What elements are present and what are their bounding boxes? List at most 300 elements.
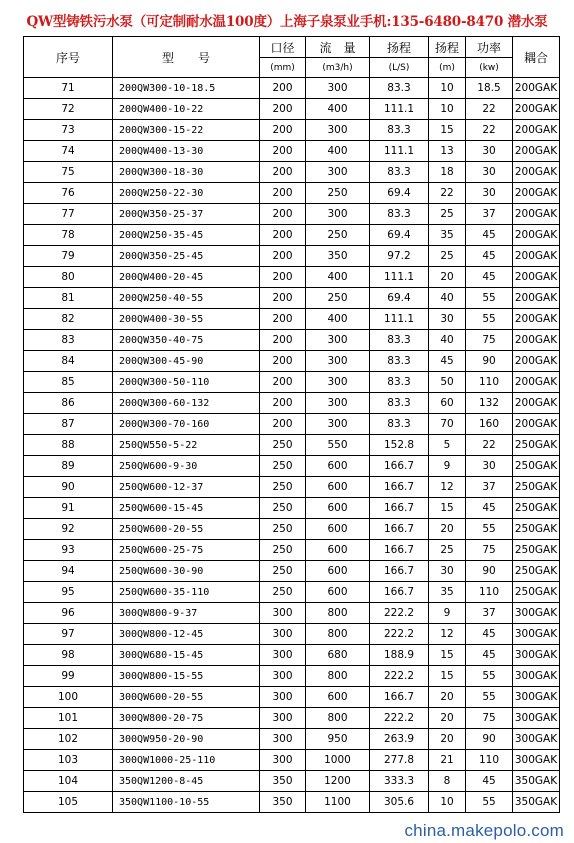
cell-lift-ls: 222.2 (370, 624, 429, 645)
cell-seq: 76 (24, 183, 113, 204)
header-flow: 流 量 (306, 37, 370, 58)
cell-power: 45 (466, 645, 513, 666)
table-row (24, 708, 560, 729)
table-row (24, 582, 560, 603)
cell-power: 45 (466, 246, 513, 267)
cell-coupling: 200GAK (513, 393, 560, 414)
table-row (24, 204, 560, 225)
table-row (24, 771, 560, 792)
cell-model: 200QW350-25-37 (113, 204, 260, 225)
header-row (24, 37, 560, 58)
cell-power: 45 (466, 225, 513, 246)
cell-coupling: 200GAK (513, 204, 560, 225)
cell-coupling: 300GAK (513, 624, 560, 645)
cell-coupling: 250GAK (513, 477, 560, 498)
cell-power: 30 (466, 162, 513, 183)
cell-flow: 400 (306, 267, 370, 288)
cell-model: 300QW800-15-55 (113, 666, 260, 687)
cell-lift-ls: 83.3 (370, 204, 429, 225)
cell-seq: 94 (24, 561, 113, 582)
cell-model: 200QW300-18-30 (113, 162, 260, 183)
cell-flow: 600 (306, 561, 370, 582)
cell-diameter: 200 (260, 183, 306, 204)
cell-power: 55 (466, 792, 513, 813)
cell-seq: 103 (24, 750, 113, 771)
cell-coupling: 300GAK (513, 708, 560, 729)
cell-model: 300QW800-20-75 (113, 708, 260, 729)
cell-power: 55 (466, 288, 513, 309)
cell-diameter: 300 (260, 750, 306, 771)
cell-model: 200QW250-40-55 (113, 288, 260, 309)
cell-diameter: 300 (260, 603, 306, 624)
cell-flow: 300 (306, 393, 370, 414)
cell-power: 30 (466, 456, 513, 477)
cell-diameter: 300 (260, 729, 306, 750)
cell-flow: 600 (306, 456, 370, 477)
cell-model: 200QW400-13-30 (113, 141, 260, 162)
cell-flow: 1100 (306, 792, 370, 813)
cell-diameter: 200 (260, 162, 306, 183)
cell-diameter: 300 (260, 687, 306, 708)
cell-flow: 300 (306, 330, 370, 351)
cell-model: 250QW550-5-22 (113, 435, 260, 456)
cell-diameter: 250 (260, 540, 306, 561)
table-row (24, 141, 560, 162)
cell-seq: 87 (24, 414, 113, 435)
cell-model: 250QW600-30-90 (113, 561, 260, 582)
cell-power: 18.5 (466, 78, 513, 99)
cell-head: 45 (429, 351, 466, 372)
cell-seq: 73 (24, 120, 113, 141)
cell-lift-ls: 277.8 (370, 750, 429, 771)
cell-model: 350QW1100-10-55 (113, 792, 260, 813)
cell-head: 9 (429, 456, 466, 477)
cell-flow: 800 (306, 708, 370, 729)
cell-coupling: 200GAK (513, 183, 560, 204)
table-row (24, 99, 560, 120)
cell-model: 250QW600-25-75 (113, 540, 260, 561)
cell-head: 25 (429, 246, 466, 267)
cell-seq: 91 (24, 498, 113, 519)
cell-seq: 71 (24, 78, 113, 99)
cell-power: 55 (466, 519, 513, 540)
cell-seq: 98 (24, 645, 113, 666)
table-row (24, 393, 560, 414)
table-row (24, 540, 560, 561)
cell-head: 15 (429, 645, 466, 666)
cell-head: 10 (429, 792, 466, 813)
cell-lift-ls: 69.4 (370, 288, 429, 309)
cell-flow: 250 (306, 183, 370, 204)
table-row (24, 645, 560, 666)
cell-head: 25 (429, 540, 466, 561)
watermark: china.makepolo.com (404, 821, 564, 840)
cell-head: 15 (429, 666, 466, 687)
cell-model: 200QW300-10-18.5 (113, 78, 260, 99)
cell-seq: 78 (24, 225, 113, 246)
cell-head: 5 (429, 435, 466, 456)
cell-head: 40 (429, 330, 466, 351)
unit-flow: (m3/h) (306, 58, 370, 78)
cell-flow: 600 (306, 477, 370, 498)
cell-head: 18 (429, 162, 466, 183)
cell-power: 30 (466, 183, 513, 204)
cell-flow: 300 (306, 414, 370, 435)
cell-lift-ls: 83.3 (370, 393, 429, 414)
cell-diameter: 350 (260, 771, 306, 792)
cell-model: 300QW1000-25-110 (113, 750, 260, 771)
cell-power: 22 (466, 120, 513, 141)
cell-diameter: 200 (260, 372, 306, 393)
cell-coupling: 200GAK (513, 309, 560, 330)
cell-flow: 400 (306, 141, 370, 162)
cell-model: 200QW350-40-75 (113, 330, 260, 351)
cell-flow: 400 (306, 99, 370, 120)
cell-head: 40 (429, 288, 466, 309)
cell-seq: 99 (24, 666, 113, 687)
cell-coupling: 350GAK (513, 771, 560, 792)
cell-lift-ls: 111.1 (370, 267, 429, 288)
cell-model: 300QW600-20-55 (113, 687, 260, 708)
table-row (24, 267, 560, 288)
cell-power: 75 (466, 708, 513, 729)
cell-coupling: 200GAK (513, 246, 560, 267)
cell-power: 90 (466, 561, 513, 582)
cell-seq: 80 (24, 267, 113, 288)
cell-lift-ls: 69.4 (370, 183, 429, 204)
cell-coupling: 200GAK (513, 78, 560, 99)
table-row (24, 162, 560, 183)
cell-lift-ls: 222.2 (370, 603, 429, 624)
cell-head: 50 (429, 372, 466, 393)
cell-model: 250QW600-35-110 (113, 582, 260, 603)
cell-power: 110 (466, 750, 513, 771)
cell-seq: 79 (24, 246, 113, 267)
cell-seq: 96 (24, 603, 113, 624)
cell-head: 30 (429, 309, 466, 330)
cell-coupling: 300GAK (513, 729, 560, 750)
header-head: 扬程 (429, 37, 466, 58)
cell-model: 250QW600-15-45 (113, 498, 260, 519)
cell-flow: 300 (306, 351, 370, 372)
cell-seq: 81 (24, 288, 113, 309)
cell-power: 90 (466, 729, 513, 750)
cell-head: 35 (429, 582, 466, 603)
table-row (24, 225, 560, 246)
cell-power: 22 (466, 99, 513, 120)
cell-model: 200QW400-30-55 (113, 309, 260, 330)
cell-power: 45 (466, 267, 513, 288)
cell-diameter: 350 (260, 792, 306, 813)
cell-coupling: 200GAK (513, 372, 560, 393)
table-row (24, 456, 560, 477)
cell-lift-ls: 166.7 (370, 540, 429, 561)
cell-power: 22 (466, 435, 513, 456)
cell-head: 30 (429, 561, 466, 582)
cell-flow: 250 (306, 288, 370, 309)
cell-seq: 102 (24, 729, 113, 750)
cell-diameter: 200 (260, 78, 306, 99)
cell-flow: 300 (306, 78, 370, 99)
cell-head: 60 (429, 393, 466, 414)
cell-seq: 104 (24, 771, 113, 792)
cell-power: 55 (466, 309, 513, 330)
page-title: QW型铸铁污水泵（可定制耐水温100度）上海子泉泵业手机:135-6480-8470 潜水泵 (26, 14, 548, 30)
cell-power: 55 (466, 687, 513, 708)
cell-coupling: 200GAK (513, 330, 560, 351)
cell-lift-ls: 83.3 (370, 120, 429, 141)
cell-head: 9 (429, 603, 466, 624)
cell-lift-ls: 166.7 (370, 582, 429, 603)
cell-flow: 800 (306, 603, 370, 624)
header-model: 型 号 (113, 37, 260, 78)
header-lift-ls: 扬程 (370, 37, 429, 58)
table-body (24, 78, 560, 813)
cell-model: 200QW300-45-90 (113, 351, 260, 372)
cell-lift-ls: 166.7 (370, 498, 429, 519)
cell-diameter: 250 (260, 435, 306, 456)
cell-diameter: 200 (260, 246, 306, 267)
cell-model: 300QW800-12-45 (113, 624, 260, 645)
cell-lift-ls: 263.9 (370, 729, 429, 750)
cell-head: 20 (429, 687, 466, 708)
cell-lift-ls: 83.3 (370, 78, 429, 99)
cell-head: 20 (429, 729, 466, 750)
cell-diameter: 250 (260, 519, 306, 540)
cell-seq: 95 (24, 582, 113, 603)
cell-power: 110 (466, 582, 513, 603)
cell-coupling: 200GAK (513, 414, 560, 435)
cell-head: 12 (429, 624, 466, 645)
cell-model: 200QW250-22-30 (113, 183, 260, 204)
cell-diameter: 200 (260, 204, 306, 225)
cell-seq: 72 (24, 99, 113, 120)
cell-lift-ls: 222.2 (370, 708, 429, 729)
cell-diameter: 300 (260, 645, 306, 666)
cell-model: 250QW600-20-55 (113, 519, 260, 540)
cell-lift-ls: 152.8 (370, 435, 429, 456)
table-row (24, 624, 560, 645)
cell-seq: 105 (24, 792, 113, 813)
cell-diameter: 300 (260, 708, 306, 729)
cell-coupling: 200GAK (513, 225, 560, 246)
cell-flow: 300 (306, 372, 370, 393)
cell-flow: 1000 (306, 750, 370, 771)
cell-power: 55 (466, 666, 513, 687)
cell-diameter: 200 (260, 120, 306, 141)
cell-power: 45 (466, 498, 513, 519)
cell-head: 8 (429, 771, 466, 792)
cell-coupling: 200GAK (513, 351, 560, 372)
cell-seq: 97 (24, 624, 113, 645)
cell-seq: 83 (24, 330, 113, 351)
cell-diameter: 300 (260, 666, 306, 687)
unit-power: (kw) (466, 58, 513, 78)
cell-coupling: 200GAK (513, 141, 560, 162)
cell-flow: 600 (306, 687, 370, 708)
cell-coupling: 300GAK (513, 666, 560, 687)
cell-lift-ls: 83.3 (370, 372, 429, 393)
cell-power: 75 (466, 540, 513, 561)
cell-head: 15 (429, 498, 466, 519)
cell-power: 132 (466, 393, 513, 414)
cell-flow: 400 (306, 309, 370, 330)
cell-head: 22 (429, 183, 466, 204)
table-row (24, 288, 560, 309)
cell-head: 20 (429, 708, 466, 729)
cell-coupling: 250GAK (513, 582, 560, 603)
cell-lift-ls: 111.1 (370, 141, 429, 162)
cell-model: 200QW250-35-45 (113, 225, 260, 246)
unit-diameter: (mm) (260, 58, 306, 78)
cell-model: 200QW400-20-45 (113, 267, 260, 288)
cell-lift-ls: 166.7 (370, 519, 429, 540)
cell-lift-ls: 83.3 (370, 162, 429, 183)
cell-coupling: 200GAK (513, 267, 560, 288)
cell-lift-ls: 166.7 (370, 687, 429, 708)
cell-head: 20 (429, 519, 466, 540)
cell-power: 75 (466, 330, 513, 351)
cell-seq: 86 (24, 393, 113, 414)
cell-lift-ls: 305.6 (370, 792, 429, 813)
cell-lift-ls: 83.3 (370, 330, 429, 351)
cell-coupling: 250GAK (513, 498, 560, 519)
cell-diameter: 200 (260, 330, 306, 351)
table-row (24, 603, 560, 624)
table-row (24, 792, 560, 813)
table-row (24, 687, 560, 708)
cell-diameter: 250 (260, 477, 306, 498)
cell-diameter: 250 (260, 561, 306, 582)
cell-model: 200QW300-60-132 (113, 393, 260, 414)
table-row (24, 729, 560, 750)
cell-head: 21 (429, 750, 466, 771)
cell-seq: 92 (24, 519, 113, 540)
cell-diameter: 200 (260, 267, 306, 288)
unit-head: (m) (429, 58, 466, 78)
cell-lift-ls: 111.1 (370, 99, 429, 120)
cell-head: 20 (429, 267, 466, 288)
table-row (24, 435, 560, 456)
cell-diameter: 200 (260, 141, 306, 162)
cell-coupling: 200GAK (513, 162, 560, 183)
cell-seq: 89 (24, 456, 113, 477)
cell-flow: 680 (306, 645, 370, 666)
cell-coupling: 200GAK (513, 99, 560, 120)
cell-coupling: 250GAK (513, 435, 560, 456)
cell-diameter: 200 (260, 288, 306, 309)
cell-diameter: 200 (260, 393, 306, 414)
cell-diameter: 200 (260, 414, 306, 435)
table-row (24, 246, 560, 267)
cell-diameter: 200 (260, 225, 306, 246)
cell-flow: 300 (306, 204, 370, 225)
cell-seq: 75 (24, 162, 113, 183)
cell-model: 350QW1200-8-45 (113, 771, 260, 792)
cell-coupling: 250GAK (513, 519, 560, 540)
header-coupling: 耦合 (513, 37, 560, 78)
pump-spec-table (23, 36, 560, 813)
cell-lift-ls: 83.3 (370, 351, 429, 372)
cell-seq: 84 (24, 351, 113, 372)
cell-diameter: 200 (260, 351, 306, 372)
cell-diameter: 250 (260, 498, 306, 519)
cell-head: 10 (429, 78, 466, 99)
cell-lift-ls: 188.9 (370, 645, 429, 666)
cell-model: 200QW300-15-22 (113, 120, 260, 141)
cell-model: 250QW600-12-37 (113, 477, 260, 498)
table-row (24, 78, 560, 99)
cell-power: 90 (466, 351, 513, 372)
table-row (24, 351, 560, 372)
table-row (24, 666, 560, 687)
cell-seq: 88 (24, 435, 113, 456)
cell-power: 45 (466, 771, 513, 792)
cell-head: 12 (429, 477, 466, 498)
cell-coupling: 300GAK (513, 603, 560, 624)
cell-power: 37 (466, 204, 513, 225)
cell-coupling: 250GAK (513, 561, 560, 582)
cell-flow: 550 (306, 435, 370, 456)
cell-head: 15 (429, 120, 466, 141)
cell-model: 300QW950-20-90 (113, 729, 260, 750)
cell-model: 200QW300-70-160 (113, 414, 260, 435)
cell-coupling: 300GAK (513, 645, 560, 666)
cell-lift-ls: 83.3 (370, 414, 429, 435)
table-row (24, 120, 560, 141)
cell-seq: 74 (24, 141, 113, 162)
cell-model: 250QW600-9-30 (113, 456, 260, 477)
cell-model: 300QW800-9-37 (113, 603, 260, 624)
cell-power: 160 (466, 414, 513, 435)
cell-model: 300QW680-15-45 (113, 645, 260, 666)
cell-coupling: 300GAK (513, 750, 560, 771)
cell-seq: 82 (24, 309, 113, 330)
cell-lift-ls: 69.4 (370, 225, 429, 246)
cell-model: 200QW300-50-110 (113, 372, 260, 393)
cell-lift-ls: 333.3 (370, 771, 429, 792)
cell-lift-ls: 166.7 (370, 456, 429, 477)
cell-flow: 300 (306, 120, 370, 141)
cell-flow: 300 (306, 162, 370, 183)
cell-flow: 600 (306, 498, 370, 519)
cell-power: 37 (466, 477, 513, 498)
cell-head: 10 (429, 99, 466, 120)
cell-flow: 1200 (306, 771, 370, 792)
cell-power: 45 (466, 624, 513, 645)
cell-diameter: 300 (260, 624, 306, 645)
cell-diameter: 200 (260, 99, 306, 120)
cell-coupling: 200GAK (513, 120, 560, 141)
cell-power: 37 (466, 603, 513, 624)
cell-seq: 90 (24, 477, 113, 498)
cell-coupling: 350GAK (513, 792, 560, 813)
cell-seq: 93 (24, 540, 113, 561)
table-row (24, 372, 560, 393)
cell-coupling: 300GAK (513, 687, 560, 708)
table-row (24, 750, 560, 771)
cell-seq: 77 (24, 204, 113, 225)
cell-flow: 800 (306, 624, 370, 645)
cell-model: 200QW350-25-45 (113, 246, 260, 267)
cell-flow: 600 (306, 582, 370, 603)
cell-flow: 350 (306, 246, 370, 267)
cell-lift-ls: 166.7 (370, 561, 429, 582)
cell-flow: 600 (306, 519, 370, 540)
cell-flow: 950 (306, 729, 370, 750)
table-row (24, 519, 560, 540)
cell-head: 35 (429, 225, 466, 246)
